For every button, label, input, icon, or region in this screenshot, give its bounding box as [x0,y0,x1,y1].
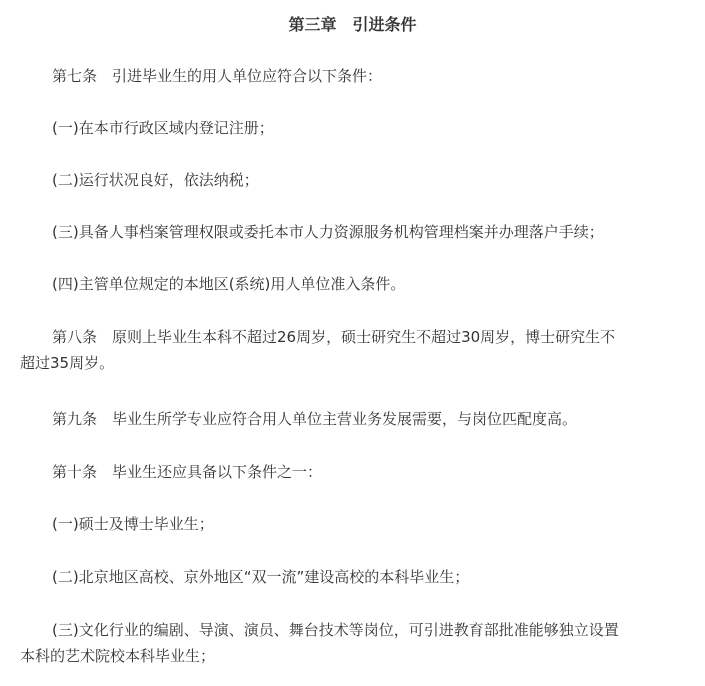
paragraph-line: (三)文化行业的编剧、导演、演员、舞台技术等岗位，可引进教育部批准能够独立设置 [52,621,619,639]
paragraph-line: 本科的艺术院校本科毕业生； [20,647,216,665]
paragraph-line: (二)北京地区高校、京外地区“双一流”建设高校的本科毕业生； [52,568,470,586]
article-7-item-1 [20,115,682,141]
article-10-item-1 [20,511,682,537]
paragraph-line: 第九条 毕业生所学专业应符合用人单位主营业务发展需要，与岗位匹配度高。 [52,410,578,428]
paragraph-line: (三)具备人事档案管理权限或委托本市人力资源服务机构管理档案并办理落户手续； [52,223,604,241]
paragraph-line: 第八条 原则上毕业生本科不超过26周岁，硕士研究生不超过30周岁，博士研究生不 [52,328,616,346]
paragraph-line: 第十条 毕业生还应具备以下条件之一： [52,463,323,481]
paragraph-line: (四)主管单位规定的本地区(系统)用人单位准入条件。 [52,275,406,293]
article-7-item-3 [20,219,682,245]
paragraph-line: (二)运行状况良好，依法纳税； [52,171,259,189]
article-10-paragraph [20,459,682,485]
chapter-title: 第三章 引进条件 [288,15,417,34]
paragraph-line: (一)硕士及博士毕业生； [52,515,214,533]
article-10-item-3 [20,617,682,669]
article-8-paragraph [20,324,682,376]
article-10-item-2 [20,564,682,590]
paragraph-line: 超过35周岁。 [20,354,115,372]
article-7-item-2 [20,167,682,193]
article-7-paragraph [20,63,682,89]
article-7-item-4 [20,271,682,297]
paragraph-line: (一)在本市行政区域内登记注册； [52,119,274,137]
paragraph-line: 第七条 引进毕业生的用人单位应符合以下条件： [52,67,383,85]
article-9-paragraph [20,406,682,432]
